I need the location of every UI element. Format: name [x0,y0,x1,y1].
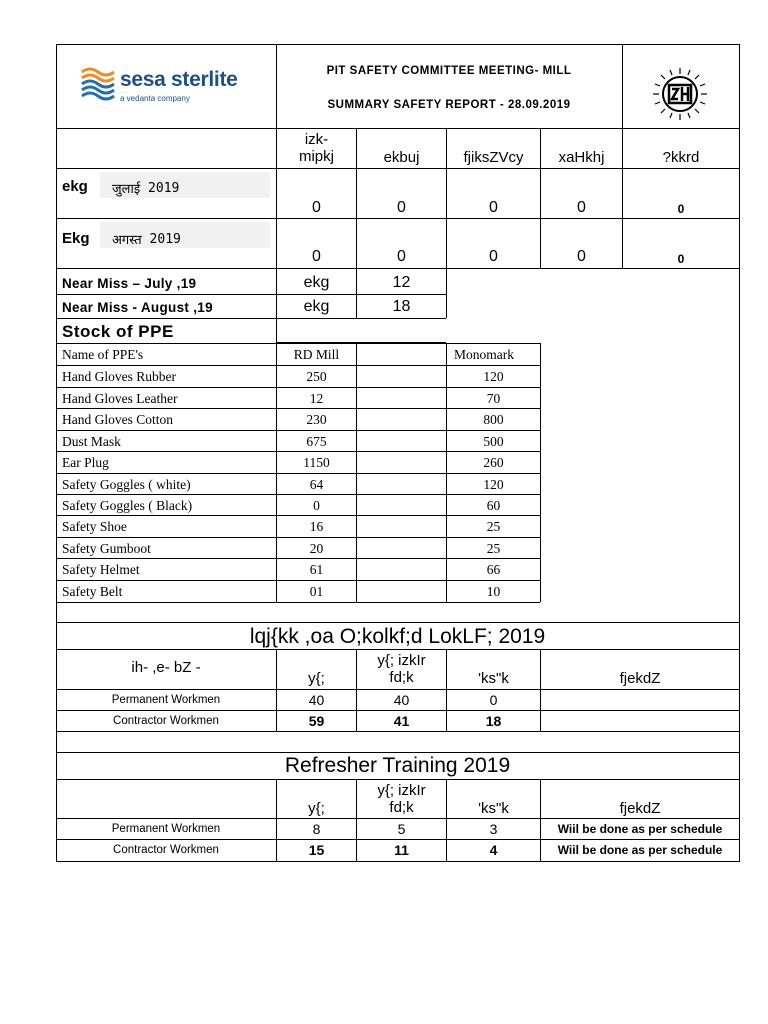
near-miss-july-value: 12 [392,274,411,291]
ppe-row-monomark: 70 [486,390,501,406]
report-subtitle: SUMMARY SAFETY REPORT - 28.09.2019 [327,99,571,111]
row-1-month-year: 2019 [148,180,180,196]
training-2-row-1-balance: 3 [489,821,498,837]
col-header-1 [277,128,356,168]
ppe-row-name: Hand Gloves Rubber [62,368,176,384]
training-2-header-achieved [357,780,446,818]
training-2-row-2-remarks: Wiil be done as per schedule [557,843,723,857]
ppe-row-rd-mill: 01 [309,583,324,599]
training-2-header-achieved-line-2: fd;k [389,799,414,816]
training-2-row-2-balance: 4 [489,842,498,858]
training-1-row-1-balance: 0 [489,691,498,708]
training-1-header-achieved-line-1: y{; izkIr [377,652,426,669]
training-1-row-2-label: Contractor Workmen [113,714,219,727]
ppe-row-rd-mill: 16 [309,518,324,534]
row-2-month-name: अगस्त [112,233,142,248]
logo-brand-text: sesa sterlite [120,68,238,91]
ppe-row-name: Safety Helmet [62,561,140,577]
ppe-row-rd-mill: 0 [313,497,320,513]
ppe-row-name: Safety Gumboot [62,540,151,556]
row-2-label-text: Ekg [62,229,90,247]
training-2-row-1-target: 8 [312,821,321,837]
row-2-val-4: 0 [577,248,586,265]
training-1-title: lqj{kk ,oa O;kolkf;d LokLF; 2019 [249,625,546,648]
training-2-header-balance: 'ks"k [478,799,509,817]
row-2-label [62,228,90,248]
ppe-row-monomark: 60 [486,497,501,513]
training-2-header-target: y{; [308,799,325,817]
near-miss-july-label: Near Miss – July ,19 [62,275,197,291]
ppe-row-rd-mill: 675 [306,433,327,449]
row-1-val-5: 0 [677,202,685,216]
col-header-5: ?kkrd [662,148,700,166]
ppe-row-rd-mill: 230 [306,411,327,427]
training-1-header-achieved [357,649,446,689]
ppe-row-monomark: 260 [483,454,504,470]
col-header-4: xaHkhj [558,148,605,166]
training-2-row-1-remarks: Wiil be done as per schedule [557,822,723,836]
row-1-label-text: ekg [62,177,88,195]
ppe-row-rd-mill: 61 [309,561,324,577]
col-header-1-line-1: izk- [304,131,329,148]
near-miss-august-value: 18 [392,298,411,315]
ppe-header-monomark: Monomark [454,347,514,362]
report-title: PIT SAFETY COMMITTEE MEETING- MILL [326,65,572,77]
company-seal-emblem [645,67,715,121]
row-1-val-2: 0 [397,199,406,216]
ppe-row-rd-mill: 12 [309,390,324,406]
row-2-val-1: 0 [312,248,321,265]
row-2-val-5: 0 [677,252,685,266]
training-1-header-balance: 'ks"k [478,669,509,687]
row-2-month [112,230,181,248]
col-header-1-line-2: mipkj [298,148,334,165]
training-1-row-2-achieved: 41 [393,712,410,729]
training-1-header-achieved-line-2: fd;k [389,669,414,686]
training-1-header-target: y{; [308,669,325,687]
ppe-row-name: Hand Gloves Leather [62,390,178,406]
ppe-row-monomark: 120 [483,368,504,384]
ppe-row-monomark: 120 [483,476,504,492]
row-2-val-3: 0 [489,248,498,265]
training-2-row-1-label: Permanent Workmen [111,823,221,835]
logo-tagline: a vedanta company [120,94,190,103]
ppe-row-rd-mill: 250 [306,368,327,384]
ppe-row-rd-mill: 64 [309,476,324,492]
ppe-row-name: Dust Mask [62,433,121,449]
col-header-2: ekbuj [383,148,420,166]
training-2-title: Refresher Training 2019 [284,754,511,777]
training-2-row-2-achieved: 11 [394,842,409,858]
row-1-month-name: जुलाई [112,182,141,197]
training-2-header-remarks: fjekdZ [619,799,661,817]
row-1-val-4: 0 [577,199,586,216]
ppe-row-monomark: 66 [486,561,501,577]
logo-wave-icon [80,64,116,104]
ppe-row-name: Safety Shoe [62,518,127,534]
ppe-section-title: Stock of PPE [62,322,174,341]
training-1-header-remarks: fjekdZ [619,669,661,687]
ppe-row-monomark: 500 [483,433,504,449]
training-2-row-2-target: 15 [308,842,325,858]
training-1-row-2-balance: 18 [485,712,502,729]
training-2-header-achieved-line-1: y{; izkIr [377,782,426,799]
row-1-val-1: 0 [312,199,321,216]
ppe-row-monomark: 25 [486,518,501,534]
near-miss-august-unit: ekg [303,298,330,315]
training-1-row-1-achieved: 40 [393,691,410,708]
training-1-row-2-target: 59 [308,712,325,729]
ppe-row-name: Safety Goggles ( Black) [62,497,193,513]
ppe-header-name: Name of PPE's [62,347,144,362]
ppe-row-name: Safety Goggles ( white) [62,476,191,492]
ppe-row-monomark: 25 [486,540,501,556]
ppe-row-rd-mill: 20 [309,540,324,556]
row-2-month-year: 2019 [149,231,181,247]
ppe-row-monomark: 10 [486,583,501,599]
ppe-row-name: Safety Belt [62,583,123,599]
training-2-row-2-label: Contractor Workmen [113,844,219,856]
row-1-label [62,176,88,196]
near-miss-july-unit: ekg [303,274,330,291]
training-2-row-1-achieved: 5 [397,821,406,837]
row-1-month [112,180,179,196]
ppe-header-rd-mill: RD Mill [293,347,340,362]
near-miss-august-label: Near Miss - August ,19 [62,299,213,315]
col-header-3: fjiksZVcy [463,148,524,166]
training-1-row-1-label: Permanent Workmen [111,693,221,706]
ppe-row-name: Hand Gloves Cotton [62,411,173,427]
row-2-val-2: 0 [397,248,406,265]
training-1-row-1-target: 40 [308,691,325,708]
ppe-row-rd-mill: 1150 [303,454,330,470]
ppe-row-monomark: 800 [483,411,504,427]
sesa-sterlite-logo [80,64,260,108]
ppe-row-name: Ear Plug [62,454,109,470]
training-1-header-category: ih- ,e- bZ - [131,658,201,676]
row-1-val-3: 0 [489,199,498,216]
